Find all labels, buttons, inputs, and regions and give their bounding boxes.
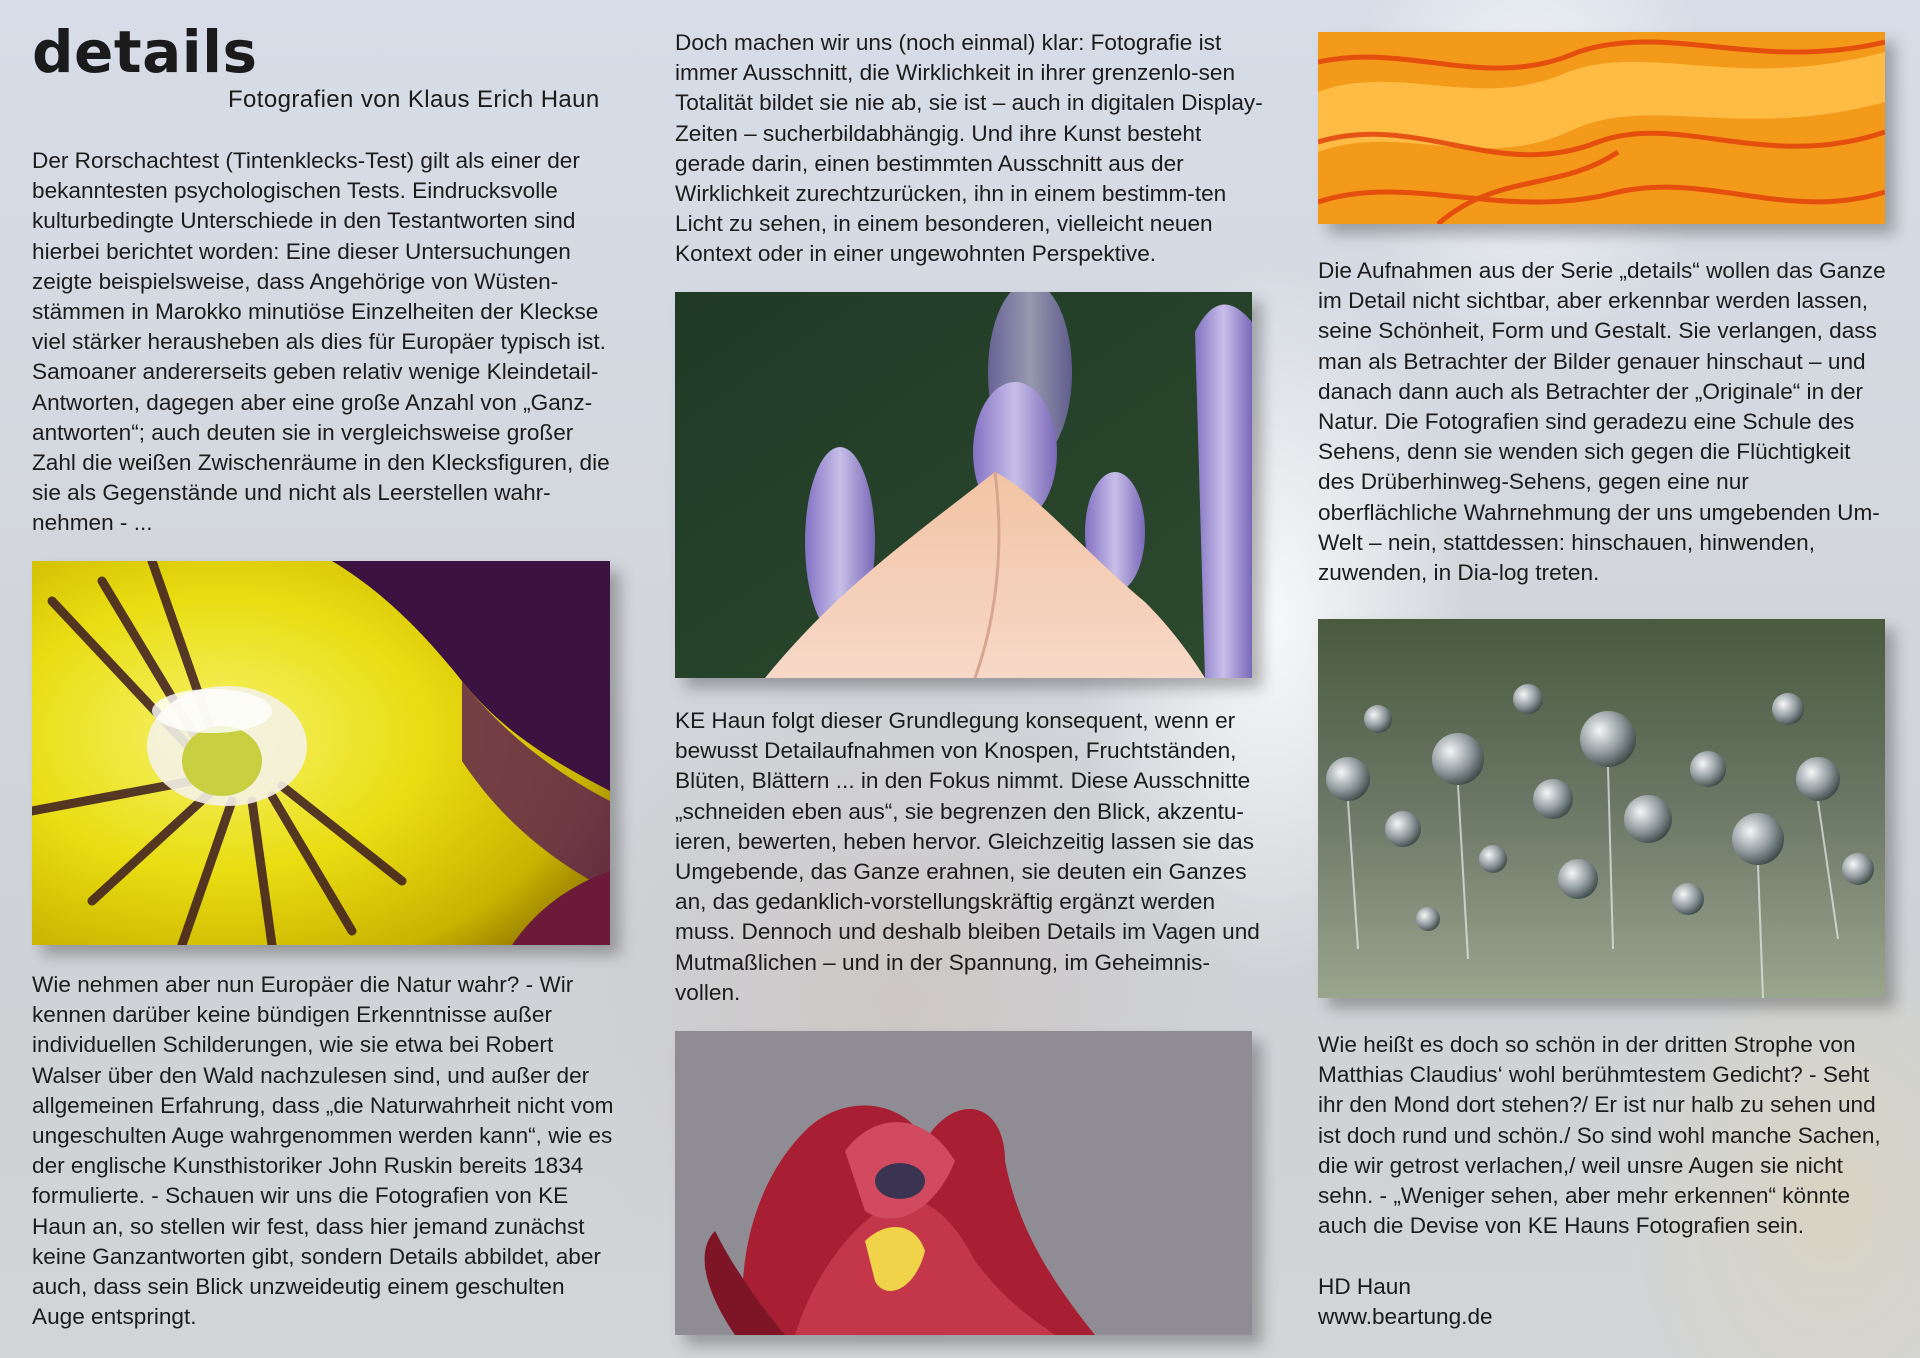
- detail-paragraph: KE Haun folgt dieser Grundlegung konsequent, wenn er bewusst Detailaufnahmen von Knospen, Fruchtständen, Blüten, Blättern ... in den Fokus nimmt. Diese Ausschnitte „schneiden eben aus“, sie begrenzen den Blick, akzentu-ieren, bewerten, heben hervor. Gleichzeitig lassen sie das Umgebende, das Ganze erahnen, sie deuten ein Ganzes an, das gedanklich-vorstellungskräftig ergänzt werden muss. Dennoch und deshalb bleiben Details im Vagen und Mutmaßlichen – und in der Spannung, im Geheimnis-vollen.: [675, 708, 1260, 1005]
- pansy-photo: [32, 561, 610, 945]
- dewdrops-photo: [1318, 619, 1885, 998]
- intro-paragraph: Der Rorschachtest (Tintenklecks-Test) gilt als einer der bekanntesten psychologischen Tests. Eindrucksvolle kulturbedingte Unterschiede in den Testantworten sind hierbei berichtet worden: Eine dieser Untersuchungen zeigte beispielsweise, dass Angehörige von Wüsten-stämmen in Marokko minutiöse Einzelheiten der Kleckse viel stärker herausheben als dies für Europäer typisch ist. Samoaner andererseits geben relativ wenige Kleindetail-Antworten, dagegen aber eine große Anzahl von „Ganz-antworten“; auch deuten sie in vergleichsweise großer Zahl die weißen Zwischenräume in den Klecksfiguren, die sie als Gegenstände und nicht als Leerstellen wahr-nehmen - ...: [32, 148, 610, 536]
- red-tulip-photo: [675, 1031, 1252, 1335]
- page-subtitle: Fotografien von Klaus Erich Haun: [228, 86, 600, 113]
- ranunculus-photo: [1318, 32, 1885, 224]
- author-name: HD Haun: [1318, 1274, 1411, 1299]
- website-link[interactable]: www.beartung.de: [1318, 1304, 1493, 1329]
- poem-paragraph: Wie heißt es doch so schön in der dritten Strophe von Matthias Claudius‘ wohl berühmtestem Gedicht? - Seht ihr den Mond dort stehen?/ Er ist nur halb zu sehen und ist doch rund und schön./ So sind wohl manche Sachen, die wir getrost verlachen,/ weil unsre Augen sie nicht sehn. - „Weniger sehen, aber mehr erkennen“ könnte auch die Devise von KE Hauns Fotografien sein.: [1318, 1032, 1881, 1239]
- body-paragraph: Wie nehmen aber nun Europäer die Natur wahr? - Wir kennen darüber keine bündigen Erkenntnisse außer individuellen Schilderungen, wie sie etwa bei Robert Walser über den Wald nachzulesen sind, und außer der allgemeinen Erfahrung, dass „die Naturwahrheit nicht vom ungeschulten Auge wahrgenommen werden kann“, wie es der englische Kunsthistoriker John Ruskin bereits 1834 formulierte. - Schauen wir uns die Fotografien von KE Haun an, so stellen wir fest, dass hier jemand zunächst keine Ganzantworten gibt, sondern Details abbildet, aber auch, dass sein Blick unzweideutig einem geschulten Auge entspringt.: [32, 972, 614, 1330]
- page-title: details: [32, 18, 258, 86]
- photography-paragraph: Doch machen wir uns (noch einmal) klar: Fotografie ist immer Ausschnitt, die Wirklichkeit in ihrer grenzenlo-sen Totalität bildet sie nie ab, sie ist – auch in digitalen Display-Zeiten – sucherbildabhängig. Und ihre Kunst besteht gerade darin, einen bestimmten Ausschnitt aus der Wirklichkeit zurechtzurücken, ihn in einem bestimm-ten Licht zu sehen, in einem besonderen, vielleicht neuen Kontext oder in einer ungewohnten Perspektive.: [675, 30, 1263, 267]
- crocus-petal-photo: [675, 292, 1252, 678]
- series-paragraph: Die Aufnahmen aus der Serie „details“ wollen das Ganze im Detail nicht sichtbar, aber erkennbar werden lassen, seine Schönheit, Form und Gestalt. Sie verlangen, dass man als Betrachter der Bilder genauer hinschaut – und danach dann auch als Betrachter der „Originale“ in der Natur. Die Fotografien sind geradezu eine Schule des Sehens, denn sie wenden sich gegen die Flüchtigkeit des Drüberhinweg-Sehens, gegen eine nur oberflächliche Wahrnehmung der uns umgebenden Um-Welt – nein, stattdessen: hinschauen, hinwenden, zuwenden, in Dia-log treten.: [1318, 258, 1886, 586]
